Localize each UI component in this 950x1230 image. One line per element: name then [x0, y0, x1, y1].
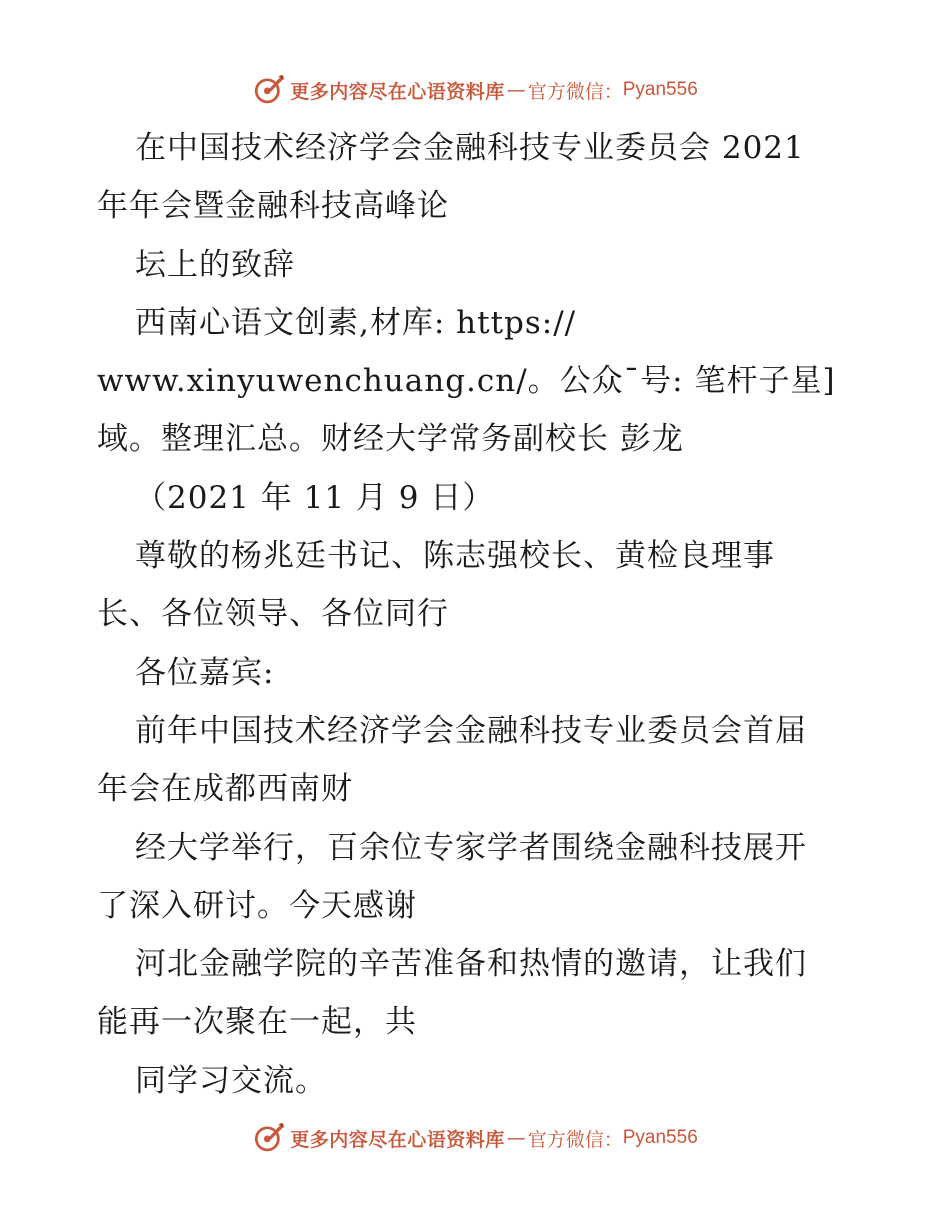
- watermark-main-text: 更多内容尽在心语资料库: [290, 80, 505, 103]
- body-line: 在中国技术经济学会金融科技专业委员会 2021: [135, 130, 805, 166]
- body-line-date: （2021 年 11 月 9 日）: [135, 479, 495, 516]
- watermark-separator: —: [506, 79, 526, 101]
- body-line: 年年会暨金融科技高峰论: [97, 188, 449, 225]
- body-line: 了深入研讨。今天感谢: [97, 887, 417, 924]
- body-line: 西南心语文创素,材库: https://: [135, 304, 577, 341]
- body-line: 前年中国技术经济学会金融科技专业委员会首届: [135, 712, 807, 749]
- body-line: 同学习交流。: [135, 1062, 327, 1099]
- header-watermark: [0, 70, 950, 110]
- watermark-separator: —: [506, 1127, 526, 1149]
- body-line: www.xinyuwenchuang.cn/。公众¯号: 笔杆子星]: [97, 363, 836, 400]
- body-line-salutation: 各位嘉宾:: [135, 654, 275, 691]
- watermark-wechat-id: Pyan556: [622, 1127, 698, 1148]
- watermark-main-text: 更多内容尽在心语资料库: [290, 1128, 505, 1151]
- body-line: 年会在成都西南财: [97, 771, 353, 808]
- body-line: 尊敬的杨兆廷书记、陈志强校长、黄检良理事: [135, 538, 775, 575]
- document-body: [97, 119, 857, 1110]
- watermark-wechat-label: 官方微信：: [527, 1128, 623, 1151]
- body-line: 坛上的致辞: [135, 246, 295, 283]
- body-line: 河北金融学院的辛苦准备和热情的邀请，让我们: [135, 946, 807, 983]
- footer-watermark: [0, 1118, 950, 1158]
- watermark-wechat-id: Pyan556: [622, 79, 698, 100]
- body-line: 长、各位领导、各位同行: [97, 596, 449, 633]
- quill-circle-logo-icon: [252, 73, 286, 107]
- quill-circle-logo-icon: [252, 1121, 286, 1155]
- watermark-wechat-label: 官方微信：: [527, 80, 623, 103]
- body-line: 能再一次聚在一起，共: [97, 1004, 417, 1041]
- body-line: 经大学举行，百余位专家学者围绕金融科技展开: [135, 829, 807, 866]
- body-line: 域。整理汇总。财经大学常务副校长 彭龙: [97, 421, 684, 458]
